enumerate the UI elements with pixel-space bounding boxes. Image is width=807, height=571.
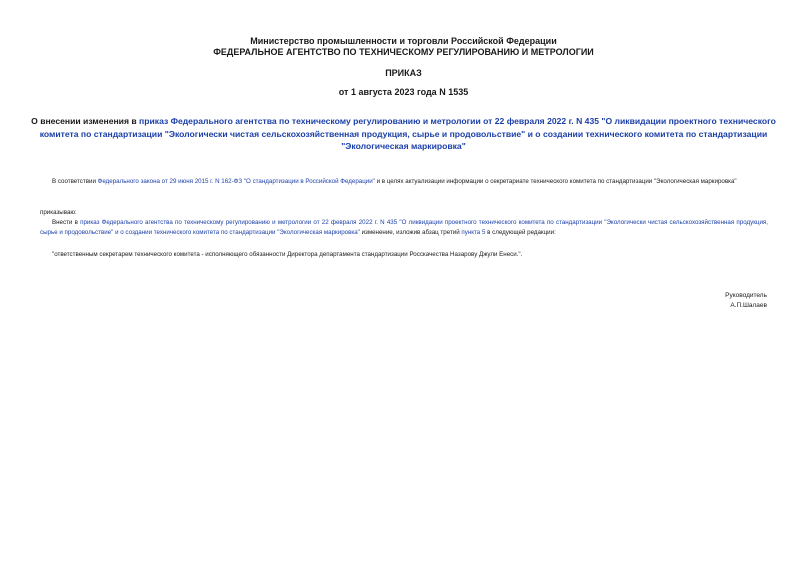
clause-5-link[interactable]: пункта 5 xyxy=(461,228,486,236)
ministry-name: Министерство промышленности и торговли Российской Федерации xyxy=(250,36,557,46)
agency-name: ФЕДЕРАЛЬНОЕ АГЕНТСТВО ПО ТЕХНИЧЕСКОМУ РЕГУЛИРОВАНИЮ И МЕТРОЛОГИИ xyxy=(213,47,594,57)
amendment-prefix: Внести в xyxy=(52,219,81,226)
preamble-suffix: и в целях актуализации информации о секретариате технического комитета по стандартизации "Экологическая маркировка" xyxy=(374,178,737,185)
signatory-position: Руководитель xyxy=(725,292,767,299)
title-order-link[interactable]: приказ Федерального агентства по техническому регулированию и метрологии от 22 февраля 2022 г. N 435 "О ликвидации проектного технического комитета по стандартизации "Экологически чистая сельскохозяйственная продукция, сырье и продовольствие" и о создании технического комитета по стандартизации "Экологическая маркировка" xyxy=(39,116,776,151)
signatory-name: А.П.Шалаев xyxy=(730,302,767,309)
preamble-prefix: В соответствии xyxy=(52,178,98,185)
signature-block xyxy=(725,291,767,311)
federal-law-link[interactable]: Федерального закона от 29 июня 2015 г. N 162-ФЗ "О стандартизации в Российской Федерации" xyxy=(97,178,375,185)
title-prefix: О внесении изменения в xyxy=(31,116,140,126)
document-date-number: от 1 августа 2023 года N 1535 xyxy=(338,87,469,97)
order-word: приказываю: xyxy=(40,209,77,216)
amendment-paragraph xyxy=(40,218,768,237)
document-type: ПРИКАЗ xyxy=(385,68,422,78)
amendment-mid: изменение, изложив абзац третий xyxy=(359,228,462,236)
preamble-paragraph xyxy=(40,177,768,187)
amendment-suffix: в следующей редакции: xyxy=(485,228,556,236)
new-wording-paragraph: "ответственным секретарем технического комитета - исполняющего обязанности Директора департамента стандартизации Росскачества Назарову Джули Енеси.". xyxy=(52,251,523,258)
amended-order-link[interactable]: приказ Федерального агентства по техническому регулированию и метрологии от 22 февраля 2022 г. N 435 "О ликвидации проектного технического комитета по стандартизации "Экологически чистая сельскохозяйственная продукция, сырье и продовольствие" и о создании технического комитета по стандартизации "Экологическая маркировка" xyxy=(40,219,768,236)
document-title xyxy=(30,115,777,153)
